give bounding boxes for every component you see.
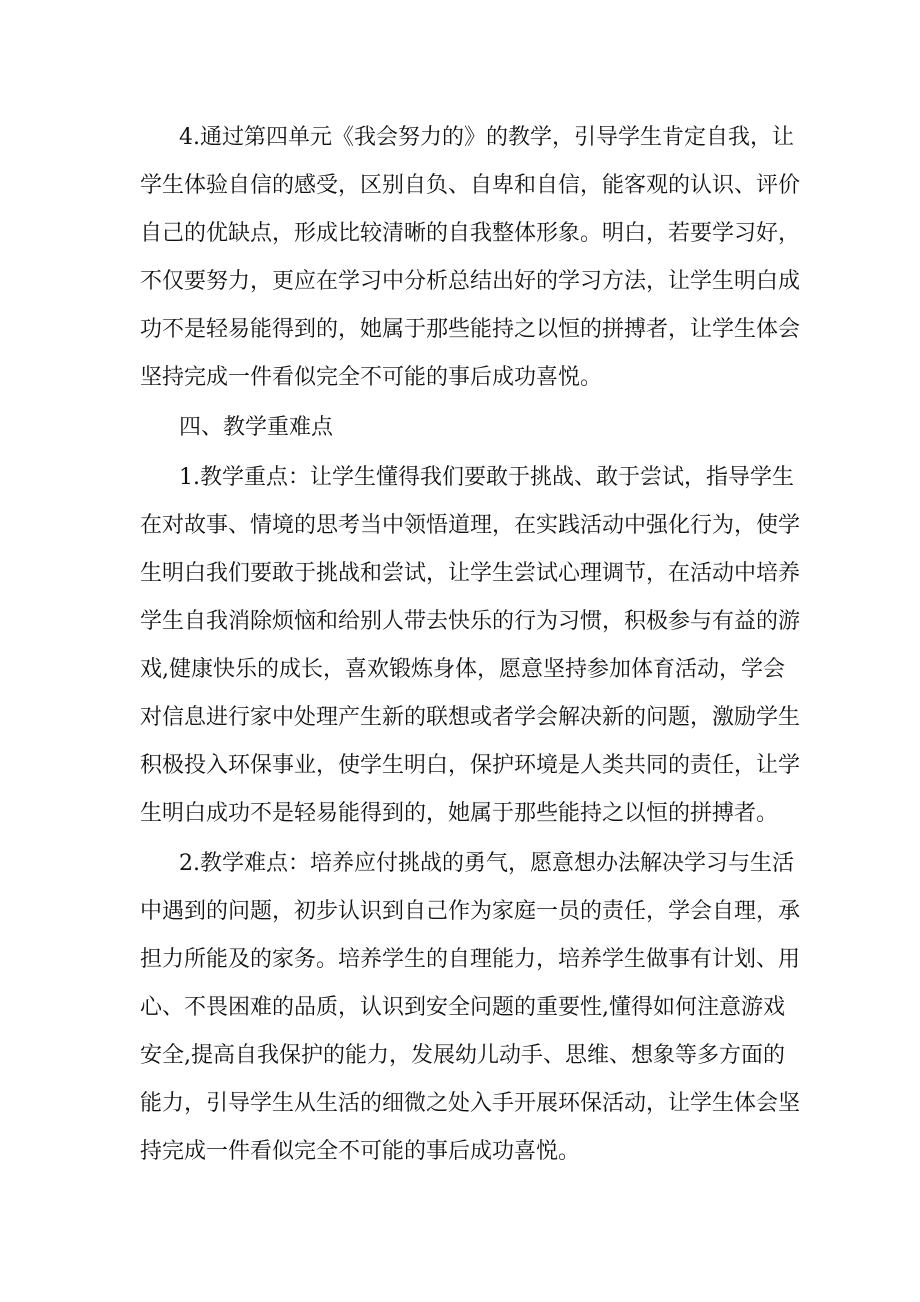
paragraph-line: 生明白我们要敢于挑战和尝试，让学生尝试心理调节，在活动中培养 <box>140 561 801 586</box>
paragraph-line: 坚持完成一件看似完全不可能的事后成功喜悦。 <box>140 365 603 390</box>
paragraph-line: 中遇到的问题，初步认识到自己作为家庭一员的责任，学会自理，承 <box>140 899 801 924</box>
paragraph-line: 生明白成功不是轻易能得到的，她属于那些能持之以恒的拼搏者。 <box>140 801 779 826</box>
document-body <box>140 114 801 1176</box>
paragraph-line: 在对故事、情境的思考当中领悟道理，在实践活动中强化行为，使学 <box>140 513 801 538</box>
paragraph-line: 自己的优缺点，形成比较清晰的自我整体形象。明白，若要学习好， <box>140 221 801 246</box>
paragraph-line: 心、不畏困难的品质，认识到安全问题的重要性,懂得如何注意游戏 <box>140 995 785 1020</box>
paragraph-line: 4.通过第四单元《我会努力的》的教学，引导学生肯定自我，让 <box>179 125 794 150</box>
paragraph-difficult-points <box>140 840 801 1176</box>
paragraph-line: 积极投入环保事业，使学生明白，保护环境是人类共同的责任，让学 <box>140 753 801 778</box>
paragraph-line: 持完成一件看似完全不可能的事后成功喜悦。 <box>140 1139 581 1164</box>
heading-text: 四、教学重难点 <box>179 415 334 440</box>
paragraph-item-4 <box>140 114 801 402</box>
paragraph-line: 学生自我消除烦恼和给别人带去快乐的行为习惯，积极参与有益的游 <box>140 609 801 634</box>
paragraph-line: 戏,健康快乐的成长，喜欢锻炼身体，愿意坚持参加体育活动，学会 <box>140 657 785 682</box>
paragraph-line: 担力所能及的家务。培养学生的自理能力，培养学生做事有计划、用 <box>140 947 801 972</box>
paragraph-line: 不仅要努力，更应在学习中分析总结出好的学习方法，让学生明白成 <box>140 269 801 294</box>
paragraph-line: 学生体验自信的感受，区别自负、自卑和自信，能客观的认识、评价 <box>140 173 801 198</box>
paragraph-line: 2.教学难点：培养应付挑战的勇气，愿意想办法解决学习与生活 <box>179 851 794 876</box>
section-heading <box>140 404 790 452</box>
paragraph-key-points <box>140 454 801 838</box>
paragraph-line: 功不是轻易能得到的，她属于那些能持之以恒的拼搏者，让学生体会 <box>140 317 801 342</box>
paragraph-line: 对信息进行家中处理产生新的联想或者学会解决新的问题，激励学生 <box>140 705 801 730</box>
paragraph-line: 1.教学重点：让学生懂得我们要敢于挑战、敢于尝试，指导学生 <box>179 465 794 490</box>
paragraph-line: 安全,提高自我保护的能力，发展幼儿动手、思维、想象等多方面的 <box>140 1043 785 1068</box>
paragraph-line: 能力，引导学生从生活的细微之处入手开展环保活动，让学生体会坚 <box>140 1091 801 1116</box>
